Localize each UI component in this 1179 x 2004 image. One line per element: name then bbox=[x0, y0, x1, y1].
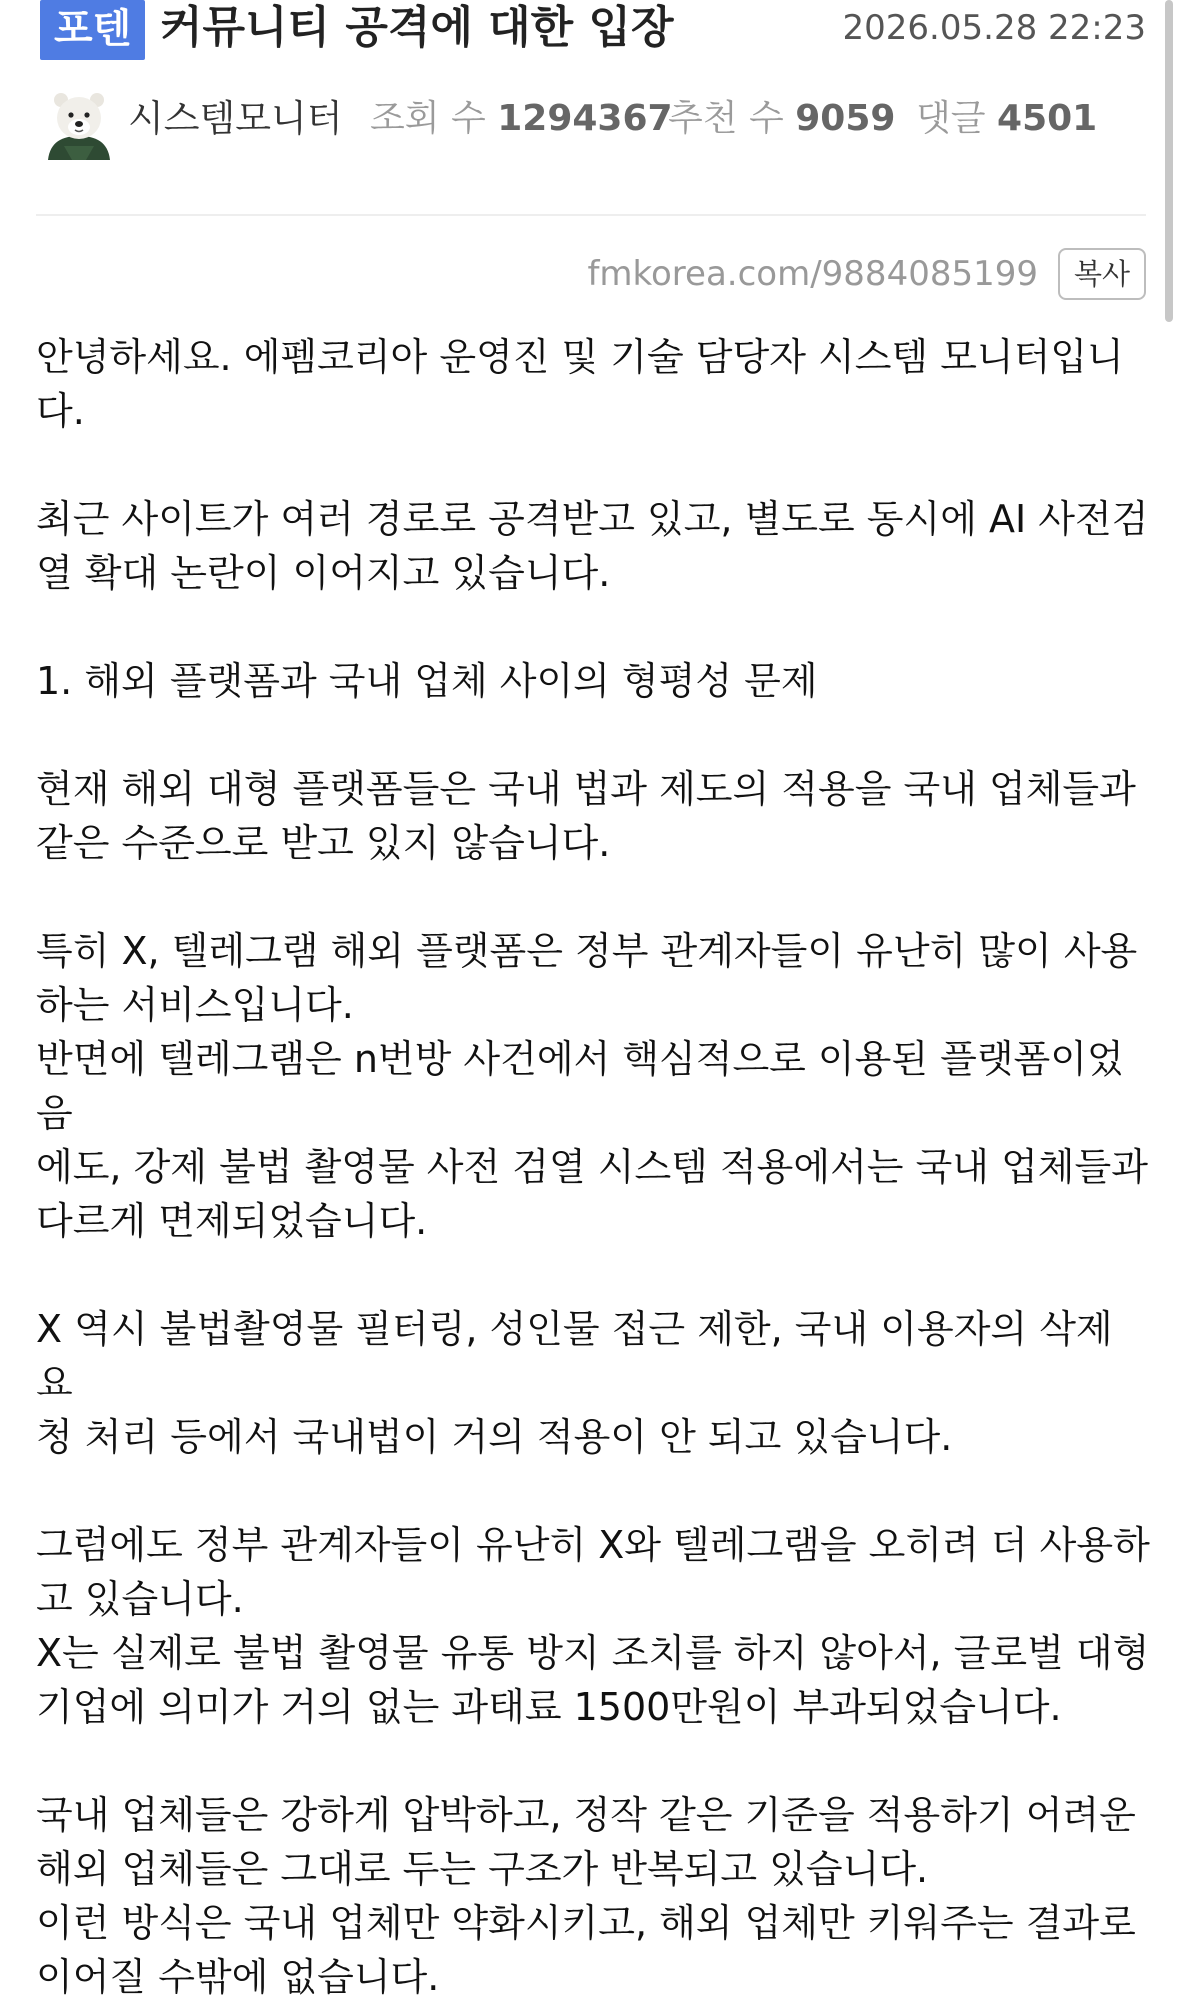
body-paragraph: 그럼에도 정부 관계자들이 유난히 X와 텔레그램을 오히려 더 사용하 고 있습니다. X는 실제로 불법 촬영물 유통 방지 조치를 하지 않아서, 글로벌 대형 기업에 의미가 거의 없는 과태료 1500만원이 부과되었습니다. bbox=[36, 1523, 1150, 1729]
comment-count-label: 댓글 bbox=[916, 98, 986, 139]
copy-url-button[interactable]: 복사 bbox=[1058, 248, 1146, 300]
short-url-row bbox=[446, 246, 1146, 302]
short-url[interactable]: fmkorea.com/9884085199 bbox=[587, 254, 1038, 294]
paragraph-gap bbox=[36, 600, 1156, 654]
paragraph-gap bbox=[36, 870, 1156, 924]
body-paragraph: 현재 해외 대형 플랫폼들은 국내 법과 제도의 적용을 국내 업체들과 같은 수준으로 받고 있지 않습니다. bbox=[36, 767, 1136, 865]
body-paragraph: 특히 X, 텔레그램 해외 플랫폼은 정부 관계자들이 유난히 많이 사용 하는 서비스입니다. 반면에 텔레그램은 n번방 사건에서 핵심적으로 이용된 플랫폼이었음 에도, 강제 불법 촬영물 사전 검열 시스템 적용에서는 국내 업체들과 다르게 면제되었습니다. bbox=[36, 929, 1148, 1243]
polar-bear-avatar-icon[interactable] bbox=[42, 86, 116, 160]
paragraph-gap bbox=[36, 1248, 1156, 1302]
paragraph-gap bbox=[36, 438, 1156, 492]
body-paragraph: 1. 해외 플랫폼과 국내 업체 사이의 형평성 문제 bbox=[36, 659, 818, 703]
post-header bbox=[36, 0, 1146, 62]
view-count-label: 조회 수 bbox=[370, 98, 486, 139]
recommend-count-value: 9059 bbox=[795, 98, 896, 139]
recommend-count-label: 추천 수 bbox=[668, 98, 784, 139]
author-info bbox=[36, 86, 1146, 162]
body-paragraph: 국내 업체들은 강하게 압박하고, 정작 같은 기준을 적용하기 어려운 해외 업체들은 그대로 두는 구조가 반복되고 있습니다. 이런 방식은 국내 업체만 약화시키고, 해외 업체만 키워주는 결과로 이어질 수밖에 없습니다. bbox=[36, 1793, 1136, 1999]
post-body bbox=[36, 330, 1156, 2004]
paragraph-gap bbox=[36, 1464, 1156, 1518]
page-scrollbar[interactable] bbox=[1165, 0, 1173, 322]
body-paragraph: 안녕하세요. 에펨코리아 운영진 및 기술 담당자 시스템 모니터입니 다. bbox=[36, 335, 1124, 433]
comment-count[interactable] bbox=[916, 96, 1097, 142]
paragraph-gap bbox=[36, 708, 1156, 762]
recommend-count bbox=[668, 96, 895, 142]
author-name[interactable]: 시스템모니터 bbox=[128, 97, 343, 140]
view-count bbox=[370, 96, 673, 142]
comment-count-value: 4501 bbox=[997, 98, 1098, 139]
category-badge[interactable]: 포텐 bbox=[40, 0, 145, 60]
paragraph-gap bbox=[36, 1734, 1156, 1788]
body-paragraph: 최근 사이트가 여러 경로로 공격받고 있고, 별도로 동시에 AI 사전검 열 확대 논란이 이어지고 있습니다. bbox=[36, 497, 1149, 595]
view-count-value: 1294367 bbox=[497, 98, 673, 139]
body-paragraph: X 역시 불법촬영물 필터링, 성인물 접근 제한, 국내 이용자의 삭제 요 청 처리 등에서 국내법이 거의 적용이 안 되고 있습니다. bbox=[36, 1307, 1113, 1459]
post-title: 커뮤니티 공격에 대한 입장 bbox=[160, 2, 674, 53]
header-divider bbox=[36, 214, 1146, 216]
post-datetime: 2026.05.28 22:23 bbox=[842, 8, 1146, 48]
